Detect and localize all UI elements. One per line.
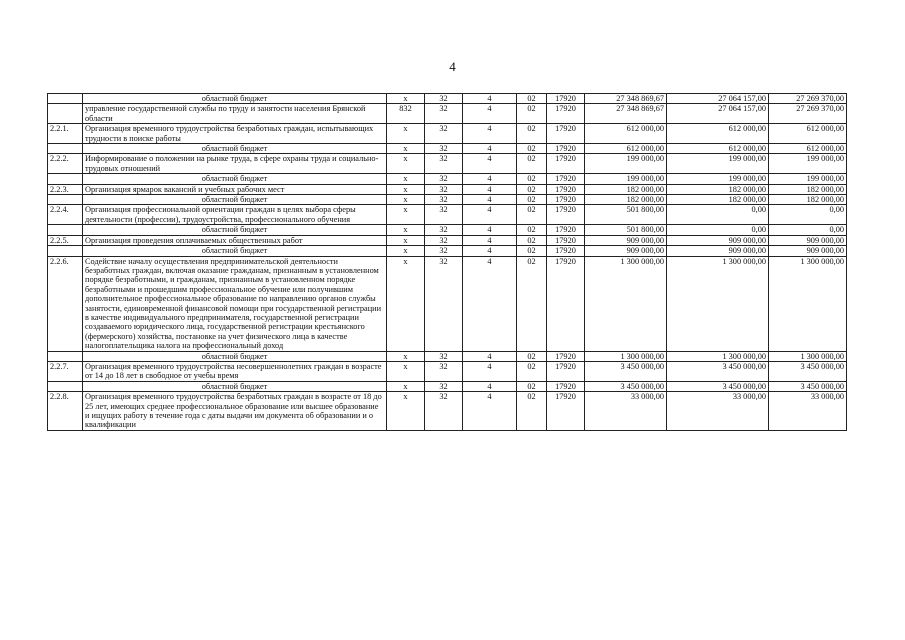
code-17920-cell: 17920 bbox=[547, 256, 585, 351]
value-year1-cell: 612 000,00 bbox=[585, 124, 667, 144]
code-32-cell: 32 bbox=[425, 205, 463, 225]
row-number-cell: 2.2.6. bbox=[48, 256, 83, 351]
value-year2-cell: 27 064 157,00 bbox=[667, 94, 769, 104]
code-x-cell: x bbox=[387, 195, 425, 205]
code-17920-cell: 17920 bbox=[547, 195, 585, 205]
code-17920-cell: 17920 bbox=[547, 154, 585, 174]
row-number-cell: 2.2.2. bbox=[48, 154, 83, 174]
code-4-cell: 4 bbox=[463, 351, 517, 361]
description-cell: областной бюджет bbox=[83, 246, 387, 256]
table-row bbox=[48, 184, 847, 194]
budget-subrow bbox=[48, 144, 847, 154]
code-x-cell: x bbox=[387, 205, 425, 225]
code-17920-cell: 17920 bbox=[547, 144, 585, 154]
code-02-cell: 02 bbox=[517, 235, 547, 245]
value-year3-cell: 909 000,00 bbox=[769, 246, 847, 256]
code-32-cell: 32 bbox=[425, 351, 463, 361]
table-row bbox=[48, 124, 847, 144]
code-x-cell: 832 bbox=[387, 104, 425, 124]
value-year2-cell: 33 000,00 bbox=[667, 392, 769, 431]
value-year1-cell: 33 000,00 bbox=[585, 392, 667, 431]
code-x-cell: x bbox=[387, 94, 425, 104]
row-number-cell bbox=[48, 246, 83, 256]
code-4-cell: 4 bbox=[463, 392, 517, 431]
code-02-cell: 02 bbox=[517, 361, 547, 381]
value-year2-cell: 0,00 bbox=[667, 225, 769, 235]
table-row bbox=[48, 361, 847, 381]
row-number-cell bbox=[48, 94, 83, 104]
value-year1-cell: 909 000,00 bbox=[585, 246, 667, 256]
code-x-cell: x bbox=[387, 361, 425, 381]
value-year2-cell: 909 000,00 bbox=[667, 235, 769, 245]
description-cell: Организация временного трудоустройства безработных граждан в возрасте от 18 до 25 лет, имеющих среднее профессиональное образование или высшее образование и ищущих работу в течение года с даты выдачи им документа об образовании и о квалификации bbox=[83, 392, 387, 431]
table-row bbox=[48, 154, 847, 174]
code-32-cell: 32 bbox=[425, 225, 463, 235]
code-4-cell: 4 bbox=[463, 246, 517, 256]
code-02-cell: 02 bbox=[517, 392, 547, 431]
code-02-cell: 02 bbox=[517, 225, 547, 235]
value-year3-cell: 182 000,00 bbox=[769, 184, 847, 194]
code-32-cell: 32 bbox=[425, 195, 463, 205]
code-4-cell: 4 bbox=[463, 124, 517, 144]
value-year3-cell: 199 000,00 bbox=[769, 174, 847, 184]
code-x-cell: x bbox=[387, 351, 425, 361]
value-year3-cell: 1 300 000,00 bbox=[769, 351, 847, 361]
description-cell: областной бюджет bbox=[83, 94, 387, 104]
code-4-cell: 4 bbox=[463, 195, 517, 205]
code-17920-cell: 17920 bbox=[547, 225, 585, 235]
code-x-cell: x bbox=[387, 381, 425, 391]
code-32-cell: 32 bbox=[425, 246, 463, 256]
code-02-cell: 02 bbox=[517, 94, 547, 104]
value-year2-cell: 3 450 000,00 bbox=[667, 381, 769, 391]
code-02-cell: 02 bbox=[517, 104, 547, 124]
value-year2-cell: 612 000,00 bbox=[667, 124, 769, 144]
value-year2-cell: 612 000,00 bbox=[667, 144, 769, 154]
value-year1-cell: 182 000,00 bbox=[585, 195, 667, 205]
code-x-cell: x bbox=[387, 256, 425, 351]
code-4-cell: 4 bbox=[463, 225, 517, 235]
code-x-cell: x bbox=[387, 154, 425, 174]
value-year1-cell: 199 000,00 bbox=[585, 174, 667, 184]
code-32-cell: 32 bbox=[425, 235, 463, 245]
description-cell: областной бюджет bbox=[83, 144, 387, 154]
code-02-cell: 02 bbox=[517, 174, 547, 184]
row-number-cell: 2.2.3. bbox=[48, 184, 83, 194]
value-year3-cell: 3 450 000,00 bbox=[769, 361, 847, 381]
value-year3-cell: 3 450 000,00 bbox=[769, 381, 847, 391]
code-32-cell: 32 bbox=[425, 184, 463, 194]
value-year3-cell: 909 000,00 bbox=[769, 235, 847, 245]
code-17920-cell: 17920 bbox=[547, 205, 585, 225]
code-17920-cell: 17920 bbox=[547, 235, 585, 245]
description-cell: областной бюджет bbox=[83, 351, 387, 361]
value-year3-cell: 0,00 bbox=[769, 225, 847, 235]
value-year2-cell: 909 000,00 bbox=[667, 246, 769, 256]
budget-subrow bbox=[48, 225, 847, 235]
row-number-cell bbox=[48, 174, 83, 184]
code-02-cell: 02 bbox=[517, 381, 547, 391]
code-32-cell: 32 bbox=[425, 144, 463, 154]
value-year1-cell: 1 300 000,00 bbox=[585, 256, 667, 351]
table-row bbox=[48, 205, 847, 225]
row-number-cell bbox=[48, 195, 83, 205]
value-year2-cell: 182 000,00 bbox=[667, 184, 769, 194]
code-4-cell: 4 bbox=[463, 174, 517, 184]
code-32-cell: 32 bbox=[425, 154, 463, 174]
row-number-cell: 2.2.1. bbox=[48, 124, 83, 144]
description-cell: управление государственной службы по труду и занятости населения Брянской области bbox=[83, 104, 387, 124]
code-x-cell: x bbox=[387, 246, 425, 256]
row-number-cell bbox=[48, 144, 83, 154]
description-cell: Организация ярмарок вакансий и учебных рабочих мест bbox=[83, 184, 387, 194]
description-cell: областной бюджет bbox=[83, 381, 387, 391]
value-year1-cell: 3 450 000,00 bbox=[585, 361, 667, 381]
value-year2-cell: 3 450 000,00 bbox=[667, 361, 769, 381]
code-4-cell: 4 bbox=[463, 381, 517, 391]
budget-subrow bbox=[48, 195, 847, 205]
description-cell: Информирование о положении на рынке труда, в сфере охраны труда и социально-трудовых отношений bbox=[83, 154, 387, 174]
code-17920-cell: 17920 bbox=[547, 104, 585, 124]
value-year2-cell: 0,00 bbox=[667, 205, 769, 225]
value-year1-cell: 909 000,00 bbox=[585, 235, 667, 245]
value-year2-cell: 182 000,00 bbox=[667, 195, 769, 205]
code-x-cell: x bbox=[387, 392, 425, 431]
code-32-cell: 32 bbox=[425, 94, 463, 104]
value-year2-cell: 1 300 000,00 bbox=[667, 256, 769, 351]
code-02-cell: 02 bbox=[517, 351, 547, 361]
value-year3-cell: 1 300 000,00 bbox=[769, 256, 847, 351]
code-4-cell: 4 bbox=[463, 144, 517, 154]
code-02-cell: 02 bbox=[517, 144, 547, 154]
code-02-cell: 02 bbox=[517, 246, 547, 256]
value-year1-cell: 612 000,00 bbox=[585, 144, 667, 154]
row-number-cell: 2.2.8. bbox=[48, 392, 83, 431]
value-year3-cell: 199 000,00 bbox=[769, 154, 847, 174]
description-cell: областной бюджет bbox=[83, 174, 387, 184]
value-year3-cell: 182 000,00 bbox=[769, 195, 847, 205]
table-row bbox=[48, 392, 847, 431]
code-4-cell: 4 bbox=[463, 361, 517, 381]
code-17920-cell: 17920 bbox=[547, 351, 585, 361]
description-cell: Организация временного трудоустройства безработных граждан, испытывающих трудности в поиске работы bbox=[83, 124, 387, 144]
row-number-cell bbox=[48, 104, 83, 124]
value-year3-cell: 27 269 370,00 bbox=[769, 104, 847, 124]
value-year2-cell: 199 000,00 bbox=[667, 174, 769, 184]
value-year3-cell: 27 269 370,00 bbox=[769, 94, 847, 104]
code-32-cell: 32 bbox=[425, 174, 463, 184]
description-cell: Организация профессиональной ориентации граждан в целях выбора сферы деятельности (профессии), трудоустройства, профессионального обучения bbox=[83, 205, 387, 225]
value-year3-cell: 612 000,00 bbox=[769, 144, 847, 154]
code-4-cell: 4 bbox=[463, 184, 517, 194]
code-17920-cell: 17920 bbox=[547, 94, 585, 104]
code-17920-cell: 17920 bbox=[547, 184, 585, 194]
value-year2-cell: 1 300 000,00 bbox=[667, 351, 769, 361]
budget-subrow bbox=[48, 381, 847, 391]
row-number-cell bbox=[48, 381, 83, 391]
code-4-cell: 4 bbox=[463, 205, 517, 225]
value-year1-cell: 199 000,00 bbox=[585, 154, 667, 174]
code-32-cell: 32 bbox=[425, 381, 463, 391]
table-row bbox=[48, 256, 847, 351]
code-02-cell: 02 bbox=[517, 184, 547, 194]
code-02-cell: 02 bbox=[517, 124, 547, 144]
value-year1-cell: 182 000,00 bbox=[585, 184, 667, 194]
code-02-cell: 02 bbox=[517, 205, 547, 225]
budget-subrow bbox=[48, 351, 847, 361]
row-number-cell: 2.2.5. bbox=[48, 235, 83, 245]
code-4-cell: 4 bbox=[463, 104, 517, 124]
value-year3-cell: 612 000,00 bbox=[769, 124, 847, 144]
description-cell: Организация временного трудоустройства несовершеннолетних граждан в возрасте от 14 до 18 лет в свободное от учебы время bbox=[83, 361, 387, 381]
row-number-cell: 2.2.4. bbox=[48, 205, 83, 225]
budget-subrow bbox=[48, 246, 847, 256]
description-cell: Организация проведения оплачиваемых общественных работ bbox=[83, 235, 387, 245]
code-17920-cell: 17920 bbox=[547, 381, 585, 391]
value-year1-cell: 3 450 000,00 bbox=[585, 381, 667, 391]
value-year2-cell: 199 000,00 bbox=[667, 154, 769, 174]
code-32-cell: 32 bbox=[425, 124, 463, 144]
budget-table bbox=[47, 93, 847, 431]
value-year1-cell: 1 300 000,00 bbox=[585, 351, 667, 361]
budget-subrow bbox=[48, 94, 847, 104]
code-x-cell: x bbox=[387, 184, 425, 194]
code-17920-cell: 17920 bbox=[547, 392, 585, 431]
table-row bbox=[48, 235, 847, 245]
table-body bbox=[48, 94, 847, 431]
value-year3-cell: 0,00 bbox=[769, 205, 847, 225]
code-x-cell: x bbox=[387, 225, 425, 235]
value-year1-cell: 27 348 869,67 bbox=[585, 104, 667, 124]
code-32-cell: 32 bbox=[425, 256, 463, 351]
description-cell: областной бюджет bbox=[83, 195, 387, 205]
code-x-cell: x bbox=[387, 235, 425, 245]
code-02-cell: 02 bbox=[517, 256, 547, 351]
code-02-cell: 02 bbox=[517, 195, 547, 205]
code-32-cell: 32 bbox=[425, 361, 463, 381]
value-year1-cell: 27 348 869,67 bbox=[585, 94, 667, 104]
code-4-cell: 4 bbox=[463, 154, 517, 174]
code-4-cell: 4 bbox=[463, 235, 517, 245]
code-4-cell: 4 bbox=[463, 256, 517, 351]
code-17920-cell: 17920 bbox=[547, 124, 585, 144]
row-number-cell: 2.2.7. bbox=[48, 361, 83, 381]
description-cell: Содействие началу осуществления предпринимательской деятельности безработных граждан, включая оказание гражданам, признанным в установленном порядке безработными, и гражданам, признанным в установленном порядке безработными и прошедшим профессиональное обучение или получившим дополнительное профессиональное образование по направлению органов службы занятости, единовременной финансовой помощи при государственной регистрации в качестве индивидуального предпринимателя, государственной регистрации создаваемого юридического лица, государственной регистрации крестьянского (фермерского) хозяйства, постановке на учет физического лица в качестве налогоплательщика налога на профессиональный доход bbox=[83, 256, 387, 351]
table-row bbox=[48, 104, 847, 124]
code-x-cell: x bbox=[387, 124, 425, 144]
code-32-cell: 32 bbox=[425, 392, 463, 431]
code-17920-cell: 17920 bbox=[547, 174, 585, 184]
code-4-cell: 4 bbox=[463, 94, 517, 104]
value-year2-cell: 27 064 157,00 bbox=[667, 104, 769, 124]
row-number-cell bbox=[48, 225, 83, 235]
description-cell: областной бюджет bbox=[83, 225, 387, 235]
value-year1-cell: 501 800,00 bbox=[585, 225, 667, 235]
code-17920-cell: 17920 bbox=[547, 246, 585, 256]
value-year3-cell: 33 000,00 bbox=[769, 392, 847, 431]
value-year1-cell: 501 800,00 bbox=[585, 205, 667, 225]
code-x-cell: x bbox=[387, 174, 425, 184]
code-17920-cell: 17920 bbox=[547, 361, 585, 381]
row-number-cell bbox=[48, 351, 83, 361]
code-32-cell: 32 bbox=[425, 104, 463, 124]
code-x-cell: x bbox=[387, 144, 425, 154]
code-02-cell: 02 bbox=[517, 154, 547, 174]
budget-subrow bbox=[48, 174, 847, 184]
page-number: 4 bbox=[449, 59, 456, 74]
